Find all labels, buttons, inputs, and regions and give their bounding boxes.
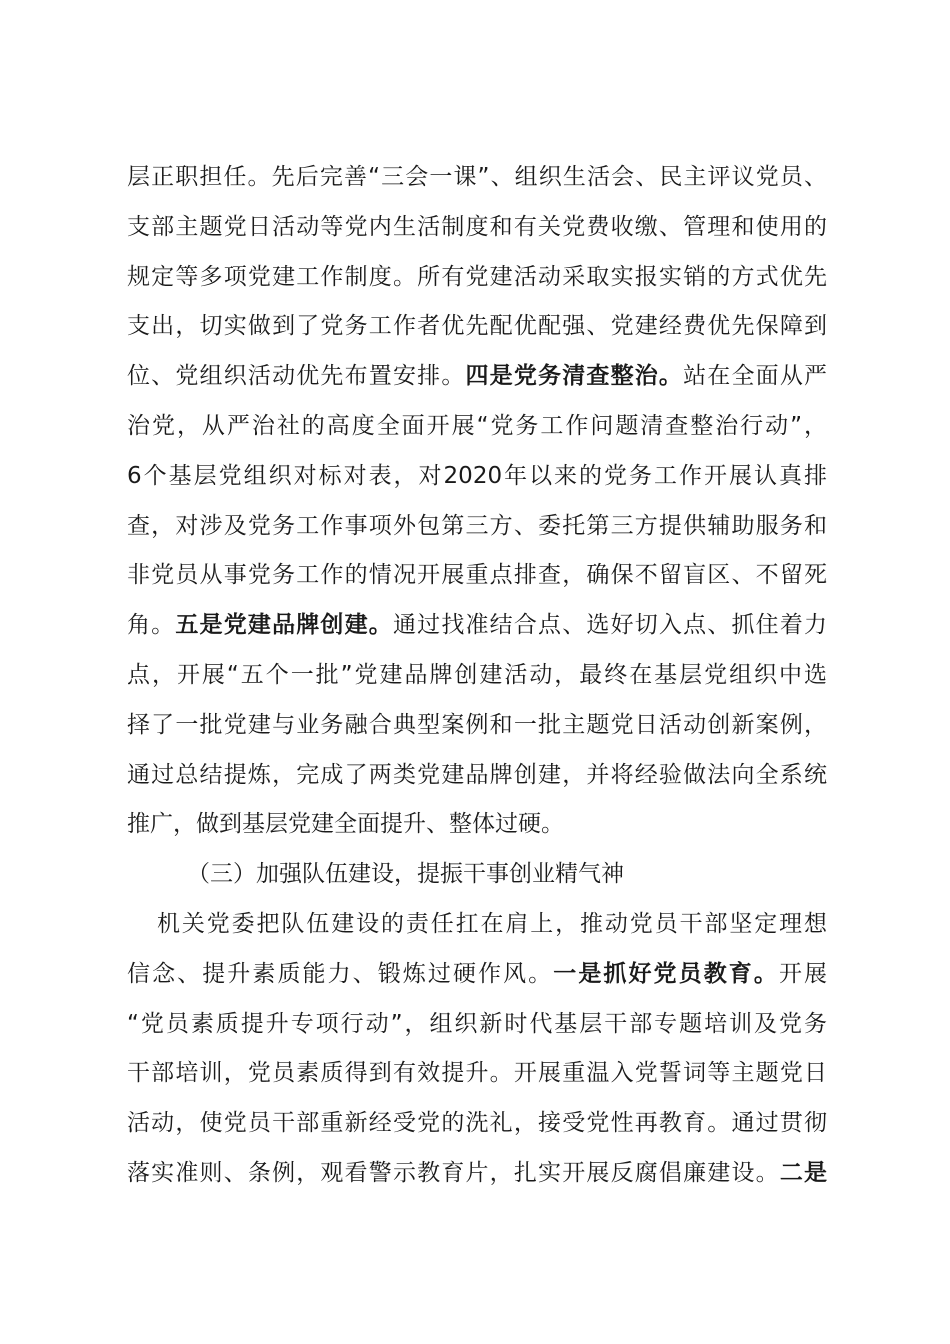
- text-line: 支部主题党日活动等党内生活制度和有关党费收缴、管理和使用的: [127, 213, 827, 240]
- document-page: [127, 162, 827, 1208]
- text-line: 查，对涉及党务工作事项外包第三方、委托第三方提供辅助服务和: [127, 512, 827, 539]
- text-span: 落实准则、条例，观看警示教育片，扎实开展反腐倡廉建设。: [127, 1159, 780, 1186]
- bold-subheading: 五是党建品牌创建。: [175, 612, 393, 639]
- text-line: 6个基层党组织对标对表，对2020年以来的党务工作开展认真排: [127, 462, 827, 489]
- text-span: 角。: [127, 612, 176, 639]
- text-span: 站在全面从严: [683, 363, 828, 390]
- text-line: [127, 959, 827, 1009]
- text-line: 推广，做到基层党建全面提升、整体过硬。: [127, 811, 564, 838]
- text-span: 位、党组织活动优先布置安排。: [127, 363, 466, 390]
- text-line: 规定等多项党建工作制度。所有党建活动采取实报实销的方式优先: [127, 263, 827, 290]
- text-line: 层正职担任。先后完善“三会一课”、组织生活会、民主评议党员、: [127, 164, 827, 190]
- text-line: [127, 1158, 827, 1208]
- text-line: 治党，从严治社的高度全面开展“党务工作问题清查整治行动”，: [127, 412, 827, 439]
- text-line: 活动，使党员干部重新经受党的洗礼，接受党性再教育。通过贯彻: [127, 1110, 827, 1137]
- text-line: 支出，切实做到了党务工作者优先配优配强、党建经费优先保障到: [127, 313, 827, 340]
- text-line: 通过总结提炼，完成了两类党建品牌创建，并将经验做法向全系统: [127, 761, 827, 788]
- bold-subheading: 一是抓好党员教育。: [553, 960, 779, 987]
- text-line: 机关党委把队伍建设的责任扛在肩上，推动党员干部坚定理想: [157, 910, 827, 937]
- text-span: 通过找准结合点、选好切入点、抓住着力: [392, 612, 828, 639]
- text-span: 信念、提升素质能力、锻炼过硬作风。: [127, 960, 554, 987]
- text-line: [127, 361, 827, 411]
- text-span: 开展: [778, 960, 828, 987]
- bold-subheading: 二是: [779, 1159, 828, 1186]
- section-heading: （三）加强队伍建设，提振干事创业精气神: [187, 861, 624, 888]
- text-line: 干部培训，党员素质得到有效提升。开展重温入党誓词等主题党日: [127, 1060, 827, 1087]
- text-line: 点，开展“五个一批”党建品牌创建活动，最终在基层党组织中选: [127, 661, 827, 688]
- bold-subheading: 四是党务清查整治。: [465, 363, 684, 390]
- text-line: 择了一批党建与业务融合典型案例和一批主题党日活动创新案例，: [127, 711, 827, 738]
- text-line: [127, 610, 827, 660]
- text-line: “党员素质提升专项行动”，组织新时代基层干部专题培训及党务: [127, 1010, 827, 1037]
- text-line: 非党员从事党务工作的情况开展重点排查，确保不留盲区、不留死: [127, 562, 827, 589]
